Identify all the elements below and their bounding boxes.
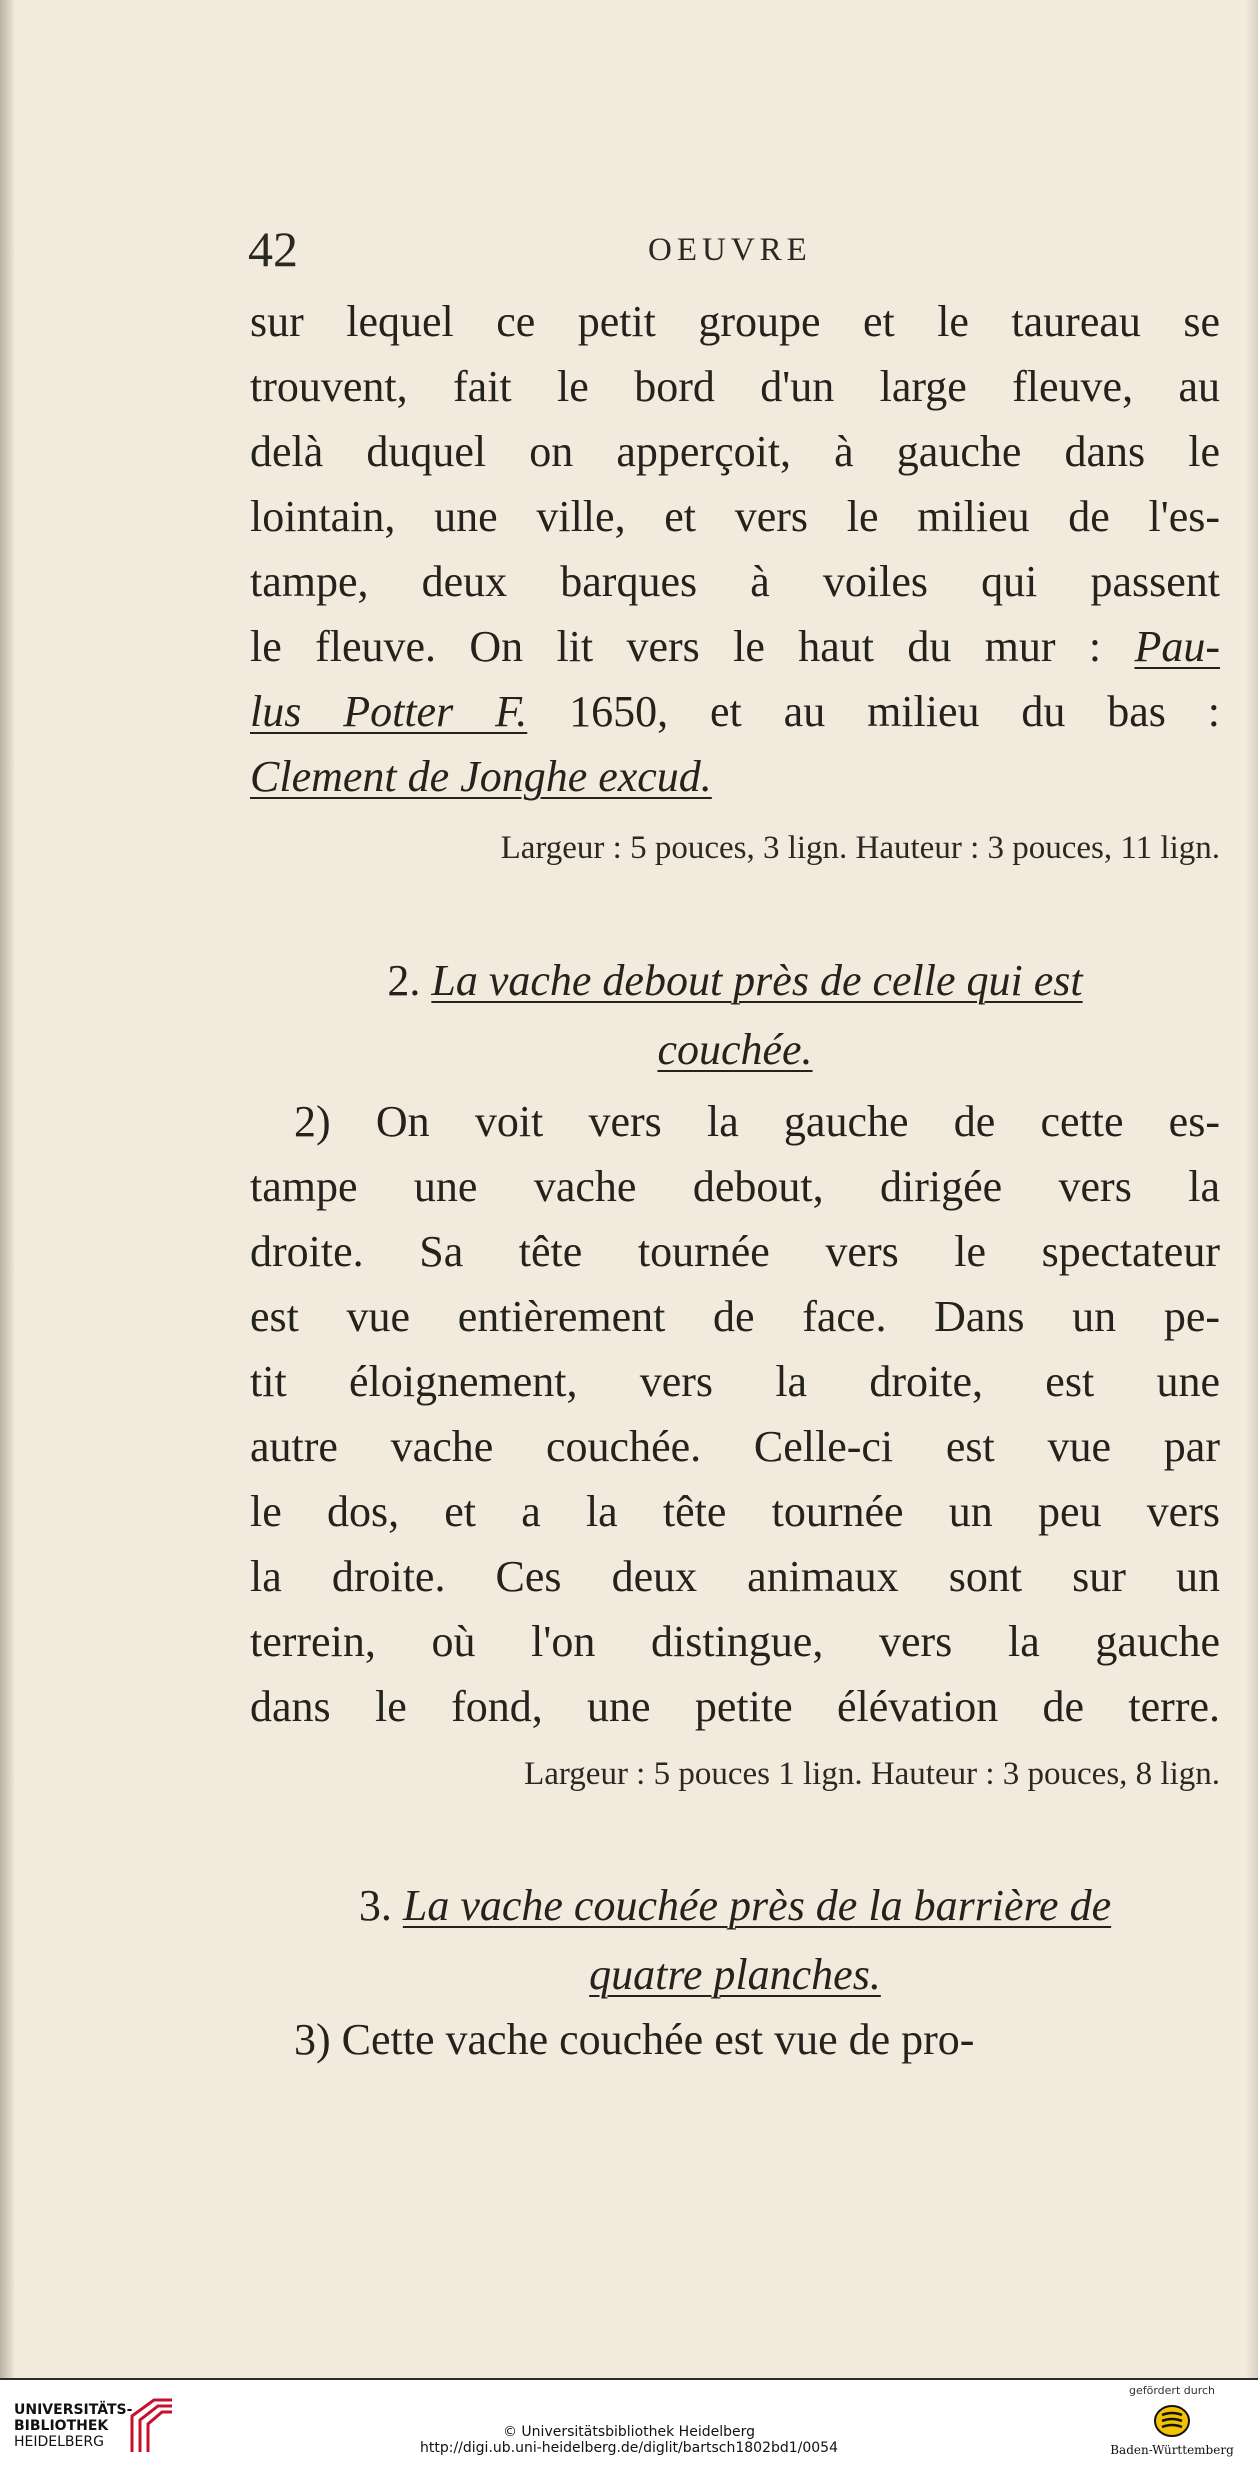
dimensions: Largeur : 5 pouces 1 lign. Hauteur : 3 pouces, 8 lign. (524, 1756, 1220, 1792)
text-line: 2) On voit vers la gauche de cette es- (294, 1097, 1220, 1146)
text-line: tampe, deux barques à voiles qui passent (250, 557, 1220, 606)
entry-3 (250, 1880, 1220, 2083)
text-line: le dos, et a la tête tournée un peu vers (250, 1487, 1220, 1536)
entry-1 (250, 297, 1220, 867)
funder-name: Baden-Württemberg (1110, 2443, 1234, 2457)
text-line: droite. Sa tête tournée vers le spectateur (250, 1227, 1220, 1276)
viewer-footer (0, 2378, 1258, 2469)
text-line: autre vache couchée. Celle-ci est vue par (250, 1422, 1220, 1471)
inscription-text: Clement de Jonghe excud. (250, 752, 712, 801)
permalink[interactable]: http://digi.ub.uni-heidelberg.de/diglit/bartsch1802bd1/0054 (420, 2440, 838, 2456)
dimensions: Largeur : 5 pouces, 3 lign. Hauteur : 3 pouces, 11 lign. (500, 830, 1220, 866)
entry-3-body (250, 2015, 1220, 2083)
entry-title-continued: couchée. (657, 1025, 813, 1074)
text-line: est vue entièrement de face. Dans un pe- (250, 1292, 1220, 1341)
text-line-with-inscription: lus Potter F. 1650, et au milieu du bas : (250, 687, 1220, 736)
entry-title-continued: quatre planches. (589, 1950, 881, 1999)
entry-2 (250, 955, 1220, 1793)
entry-number: 2. (387, 956, 421, 1005)
page-edge-right (1246, 0, 1258, 2378)
library-logo-icon (128, 2394, 176, 2454)
text-line: la droite. Ces deux animaux sont sur un (250, 1552, 1220, 1601)
text-line: 3) Cette vache couchée est vue de pro- (294, 2015, 975, 2064)
page-number: 42 (248, 221, 298, 277)
text-line: sur lequel ce petit groupe et le taureau se (250, 297, 1220, 346)
entry-number: 3. (358, 1881, 392, 1930)
entry-title: La vache couchée près de la barrière de (402, 1881, 1112, 1930)
entry-2-body (250, 1097, 1220, 1750)
library-name: UNIVERSITÄTS- BIBLIOTHEK HEIDELBERG (14, 2402, 133, 2450)
text-line: lointain, une ville, et vers le milieu de l'es- (250, 492, 1220, 541)
funder-block (1102, 2384, 1242, 2457)
entry-heading (250, 1880, 1220, 1931)
text-line: trouvent, fait le bord d'un large fleuve, au (250, 362, 1220, 411)
text-line: tampe une vache debout, dirigée vers la (250, 1162, 1220, 1211)
page-header (248, 220, 1218, 290)
state-crest-icon (1152, 2401, 1192, 2441)
running-title: OEUVRE (648, 232, 812, 268)
entry-heading (250, 955, 1220, 1006)
copyright-text: © Universitätsbibliothek Heidelberg (502, 2424, 755, 2440)
text-line-inscription (250, 752, 1220, 820)
page-shadow-left (0, 0, 14, 2378)
text-line: terrein, où l'on distingue, vers la gauche (250, 1617, 1220, 1666)
text-line-with-inscription: le fleuve. On lit vers le haut du mur : Pau- (250, 622, 1220, 671)
inscription-text: lus Potter F. (250, 687, 528, 736)
footer-credits (329, 2424, 929, 2456)
text-line: dans le fond, une petite élévation de terre. (250, 1682, 1220, 1731)
text-line: tit éloignement, vers la droite, est une (250, 1357, 1220, 1406)
entry-title: La vache debout près de celle qui est (431, 956, 1083, 1005)
text-line: delà duquel on apperçoit, à gauche dans le (250, 427, 1220, 476)
funded-by-label: gefördert durch (1128, 2384, 1216, 2397)
inscription-text: Pau- (1134, 622, 1220, 671)
